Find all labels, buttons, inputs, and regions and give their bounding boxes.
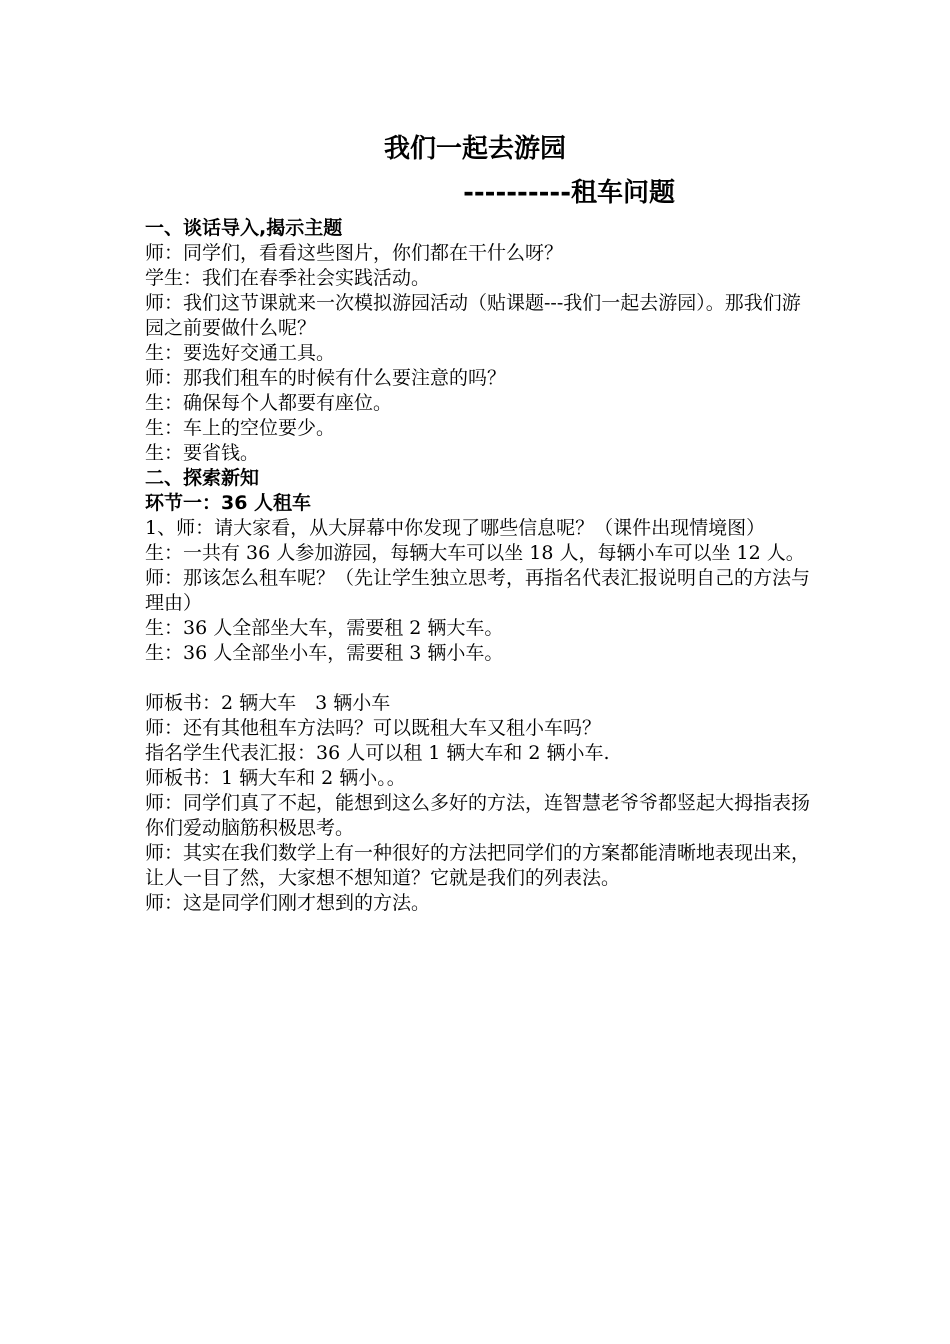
dialogue-line: 学生：我们在春季社会实践活动。 [145,267,431,289]
dialogue-line: 生：要选好交通工具。 [145,342,336,364]
dialogue-line: 生：36 人全部坐小车，需要租 3 辆小车。 [145,642,504,664]
document-page [145,130,815,916]
dialogue-line: 师：那该怎么租车呢？（先让学生独立思考，再指名代表汇报说明自己的方法与理由） [145,567,811,614]
dialogue-line: 师：同学们，看看这些图片，你们都在干什么呀？ [145,242,564,264]
dialogue-line: 指名学生代表汇报：36 人可以租 1 辆大车和 2 辆小车. [145,742,610,764]
dialogue-line: 生：确保每个人都要有座位。 [145,392,393,414]
dialogue-line: 1、师：请大家看，从大屏幕中你发现了哪些信息呢？（课件出现情境图） [145,517,766,539]
document-subtitle: ----------租车问题 [463,178,675,208]
dialogue-line: 师：那我们租车的时候有什么要注意的吗？ [145,367,507,389]
subsection-heading: 环节一：36 人租车 [145,492,312,514]
dialogue-line: 生：要省钱。 [145,442,260,464]
dialogue-line: 生：一共有 36 人参加游园，每辆大车可以坐 18 人，每辆小车可以坐 12 人。 [145,542,805,564]
document-title: 我们一起去游园 [383,134,566,164]
dialogue-line: 师：同学们真了不起，能想到这么多好的方法，连智慧老爷爷都竖起大拇指表扬你们爱动脑筋积极思考。 [145,792,811,839]
dialogue-line: 师板书：1 辆大车和 2 辆小。。 [145,767,406,789]
dialogue-line: 师：还有其他租车方法吗？可以既租大车又租小车吗？ [145,717,602,739]
section-heading: 二、探索新知 [145,467,260,489]
section-intro [145,216,815,466]
blank-line [145,666,815,691]
dialogue-line: 师：其实在我们数学上有一种很好的方法把同学们的方案都能清晰地表现出来，让人一目了然，大家想不想知道？它就是我们的列表法。 [145,842,811,889]
section-heading: 一、谈话导入,揭示主题 [145,217,343,239]
dialogue-line: 生：36 人全部坐大车，需要租 2 辆大车。 [145,617,504,639]
section-explore [145,466,815,916]
dialogue-line: 生：车上的空位要少。 [145,417,336,439]
dialogue-line: 师板书：2 辆大车 3 辆小车 [145,692,391,714]
dialogue-line: 师：这是同学们刚才想到的方法。 [145,892,431,914]
dialogue-line: 师：我们这节课就来一次模拟游园活动（贴课题---我们一起去游园）。那我们游园之前要做什么呢？ [145,292,801,339]
